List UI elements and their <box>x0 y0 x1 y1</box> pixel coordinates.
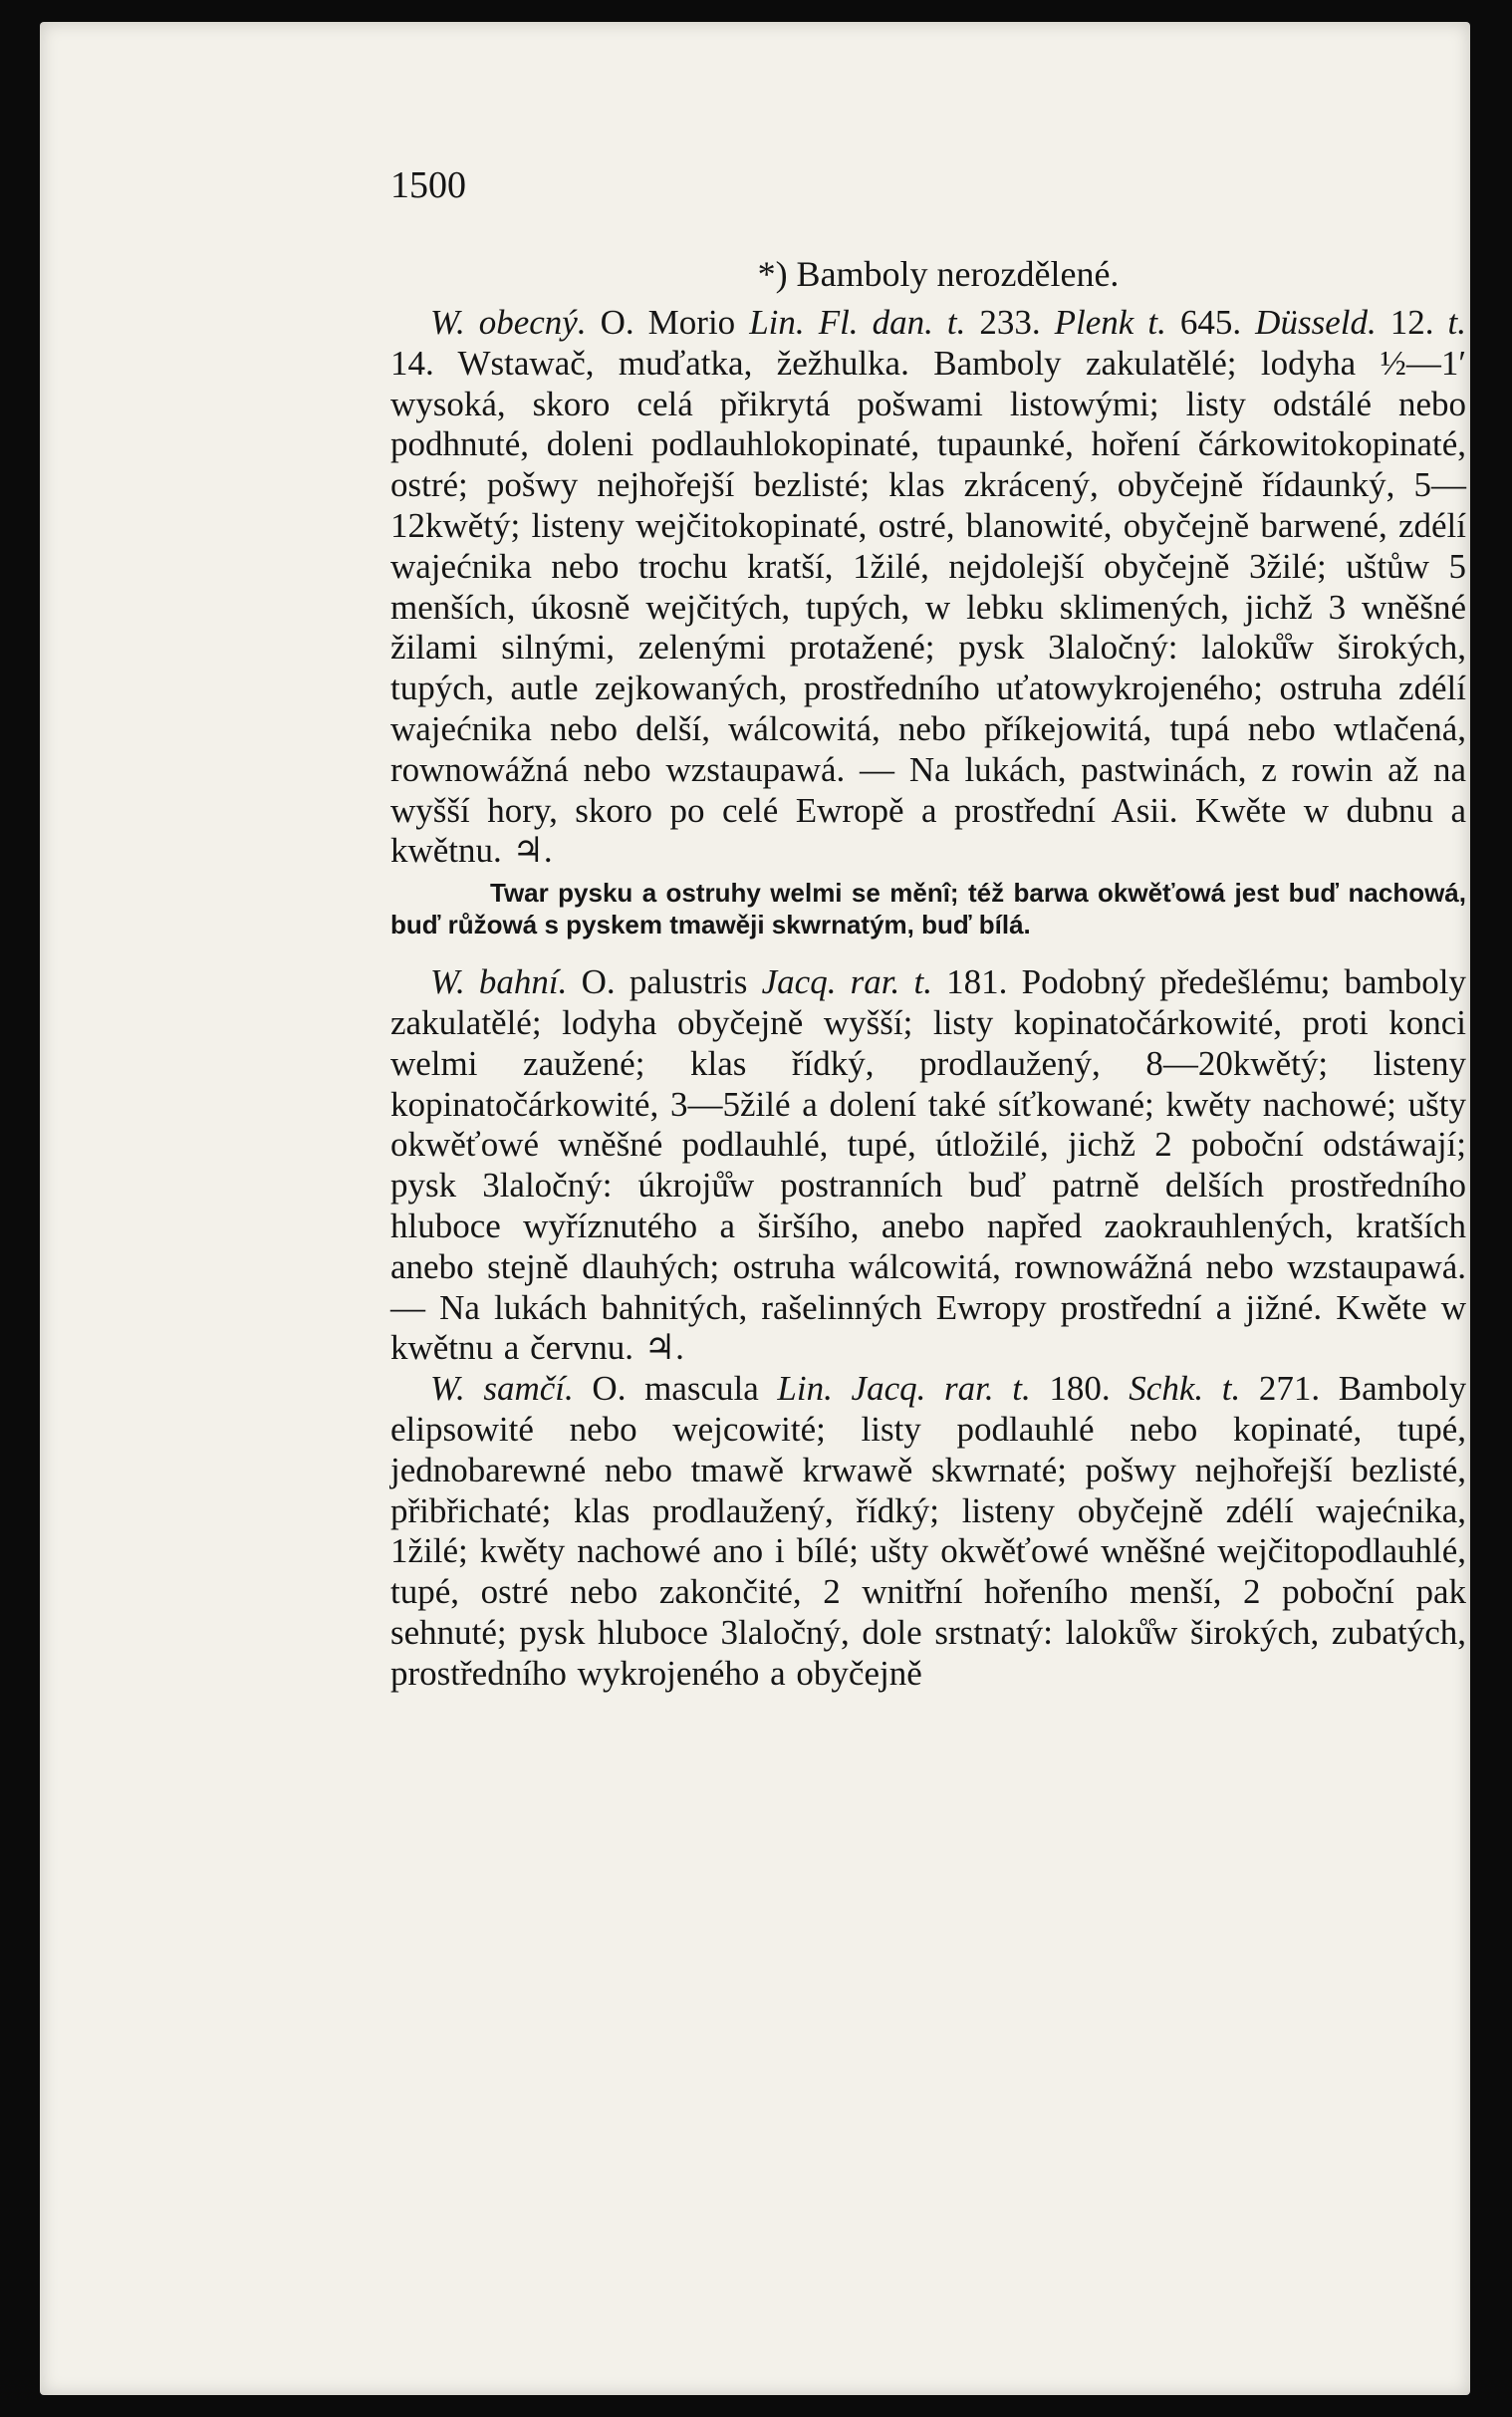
genus-abbr: W. <box>430 1369 465 1409</box>
citation: Düsseld. <box>1255 303 1377 342</box>
species-entry-mascula <box>390 1369 1466 1694</box>
citation: t. <box>1447 303 1466 342</box>
species-description: Bamboly elipsowité nebo wejcowité; listy podlauhlé nebo kopinaté, tupé, jednobarewné nebo tmawě krwawě skwrnaté; pošwy nejhořejší bezlisté, přibřichaté; klas prodlaužený, řídký; listeny obyčejně zdélí wajećnika, 1žilé; kwěty nachowé ano i bílé; ušty okwěťowé wněšné wejčitopodlauhlé, tupé, ostré nebo zakončité, 2 wnitřní hořeního menší, 2 poboční pak sehnuté; pysk hluboce 3laločný, dole srstnatý: laloků̊w širokých, zubatých, prostředního wykrojeného a obyčejně <box>390 1369 1467 1693</box>
czech-name: bahní. <box>478 962 568 1002</box>
citation-number: 271. <box>1258 1369 1321 1409</box>
book-page <box>40 22 1470 2395</box>
species-entry-palustris <box>390 962 1466 1369</box>
footnote-morio: Twar pysku a ostruhy welmi se měnî; též barwa okwěťowá jest buď nachowá, buď růžowá s pyskem tmawěji skwrnatým, buď bílá. <box>390 878 1466 940</box>
citation-number: 645. <box>1179 303 1242 342</box>
citation-number: 180. <box>1049 1369 1111 1409</box>
citation-number: 14. <box>390 343 434 383</box>
species-description: Wstawač, muďatka, žežhulka. Bamboly zakulatělé; lodyha ½—1′ wysoká, skoro celá přikrytá pošwami listowými; listy odstálé nebo podhnuté, doleni podlauhlokopinaté, tupaunké, hoření čárkowitokopinaté, ostré; pošwy nejhořejší bezlisté; klas zkrácený, obyčejně řídaunký, 5—12kwětý; listeny wejčitokopinaté, ostré, blanowité, obyčejně barwené, zdélí wajećnika nebo trochu kratší, 1žilé, nejdolejší obyčejně 3žilé; uštůw 5 menších, úkosně wejčitých, tupých, w lebku sklimených, jichž 3 wněšné žilami silnými, zelenými protažené; pysk 3laločný: laloků̊w širokých, tupých, autle zejkowaných, prostředního uťatowykrojeného; ostruha zdélí wajećnika nebo delší, wálcowitá, nebo příkejowitá, tupá nebo wtlačená, rownowážná nebo wzstaupawá. — Na lukách, pastwinách, z rowin až na wyšší hory, skoro po celé Ewropě a prostřední Asii. Kwěte w dubnu a kwětnu. ♃. <box>390 343 1466 871</box>
species-description: Podobný předešlému; bamboly zakulatělé; lodyha obyčejně wyšší; listy kopinatočárkowité, proti konci welmi zaužené; klas řídký, prodlaužený, 8—20kwětý; listeny kopinatočárkowité, 3—5žilé a dolení také síťkowané; kwěty nachowé; ušty okwěťowé wněšné podlauhlé, tupé, útložilé, jichž 2 poboční odstáwají; pysk 3laločný: úkrojů̊w postranních buď patrně delších prostředního hluboce wyříznutého a širšího, anebo napřed zaokrauhlených, kratších anebo stejně dlauhých; ostruha wálcowitá, rownowážná nebo wzstaupawá. — Na lukách bahnitých, rašelinných Ewropy prostřední a jižné. Kwěte w kwětnu a červnu. ♃. <box>390 962 1467 1368</box>
latin-name: O. Morio <box>600 303 736 342</box>
citation: Plenk t. <box>1054 303 1166 342</box>
citation-number: 12. <box>1389 303 1434 342</box>
citation: Fl. dan. <box>818 303 933 342</box>
citation: Schk. t. <box>1129 1369 1241 1409</box>
citation: Jacq. rar. t. <box>761 962 932 1002</box>
latin-name: O. mascula <box>592 1369 759 1409</box>
latin-name: O. palustris <box>581 962 748 1002</box>
citation: Jacq. rar. t. <box>851 1369 1031 1409</box>
text-block <box>390 161 1466 1695</box>
page-number: 1500 <box>390 164 466 206</box>
citation-number: 181. <box>946 962 1008 1002</box>
czech-name: obecný. <box>478 303 587 342</box>
species-entry-morio <box>390 303 1466 872</box>
citation: t. <box>946 303 966 342</box>
citation-number: 233. <box>979 303 1041 342</box>
section-heading: *) Bamboly nerozdělené. <box>757 254 1120 294</box>
czech-name: samčí. <box>483 1369 574 1409</box>
genus-abbr: W. <box>430 962 465 1002</box>
genus-abbr: W. <box>430 303 465 342</box>
citation: Lin. <box>749 303 805 342</box>
citation: Lin. <box>777 1369 833 1409</box>
